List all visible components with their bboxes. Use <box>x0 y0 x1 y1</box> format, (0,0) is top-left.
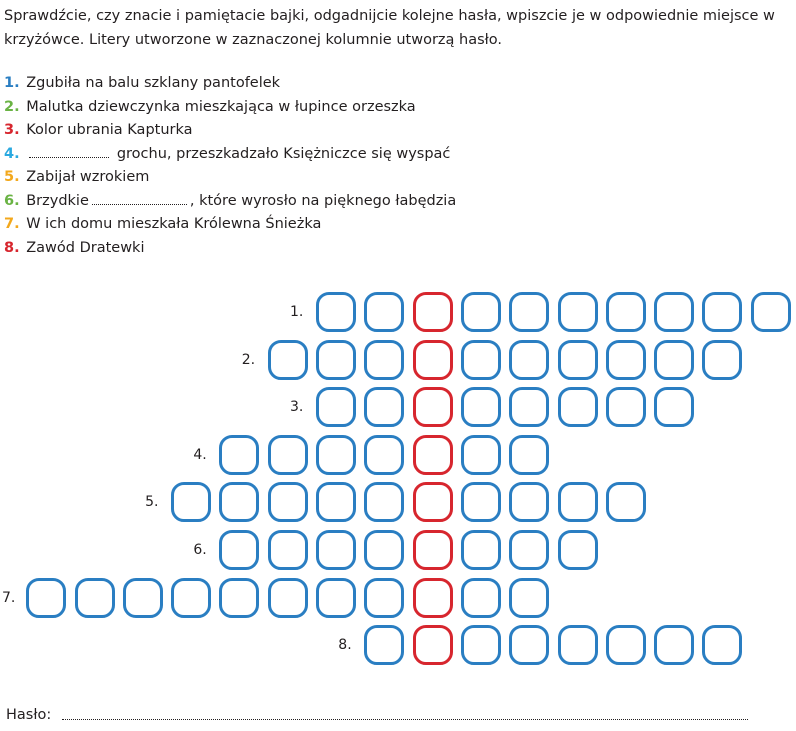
crossword-cell[interactable] <box>509 340 549 380</box>
crossword-cell[interactable] <box>364 482 404 522</box>
crossword-cell[interactable] <box>364 530 404 570</box>
clue-text: Zawód Dratewki <box>26 239 145 256</box>
crossword-cell[interactable] <box>558 292 598 332</box>
crossword-cell[interactable] <box>316 292 356 332</box>
clue-1 <box>4 72 456 96</box>
clue-blank <box>29 145 109 158</box>
crossword-cell[interactable] <box>606 482 646 522</box>
clue-number: 7. <box>4 216 20 232</box>
crossword-row-number: 2. <box>241 351 256 368</box>
crossword-cell[interactable] <box>606 625 646 665</box>
crossword-cell[interactable] <box>316 482 356 522</box>
crossword-cell[interactable] <box>364 625 404 665</box>
clue-text: Kolor ubrania Kapturka <box>26 122 193 138</box>
crossword-cell[interactable] <box>509 625 549 665</box>
crossword-cell[interactable] <box>75 578 115 618</box>
crossword-cell[interactable] <box>558 387 598 427</box>
clue-list <box>4 72 456 260</box>
crossword-cell[interactable] <box>268 340 308 380</box>
crossword-cell[interactable] <box>316 530 356 570</box>
crossword-cell[interactable] <box>219 578 259 618</box>
crossword-cell[interactable] <box>654 387 694 427</box>
crossword-cell[interactable] <box>364 340 404 380</box>
clue-5 <box>4 166 456 190</box>
crossword-cell[interactable] <box>316 578 356 618</box>
crossword-cell[interactable] <box>558 482 598 522</box>
clue-text: W ich domu mieszkała Królewna Śnieżka <box>26 216 322 232</box>
crossword-row-number: 7. <box>2 589 16 606</box>
crossword-cell[interactable] <box>509 578 549 618</box>
clue-blank <box>92 192 187 205</box>
crossword-cell[interactable] <box>316 340 356 380</box>
crossword-row-number: 3. <box>290 399 304 416</box>
clue-text: grochu, przeszkadzało Księżniczce się wyspać <box>116 145 451 162</box>
crossword-row-number: 6. <box>193 542 207 558</box>
crossword-cell[interactable] <box>123 578 163 618</box>
crossword-cell[interactable] <box>364 387 404 427</box>
instructions: Sprawdźcie, czy znacie i pamiętacie bajki, odgadnijcie kolejne hasła, wpiszcie je w odpowiednie miejsce w krzyżówce. Litery utworzone w zaznaczonej kolumnie utworzą hasło. <box>4 8 775 48</box>
crossword-cell[interactable] <box>558 625 598 665</box>
crossword-cell[interactable] <box>509 292 549 332</box>
crossword-cell[interactable] <box>364 578 404 618</box>
password-cell[interactable] <box>413 292 453 332</box>
crossword-cell[interactable] <box>219 530 259 570</box>
crossword-cell[interactable] <box>702 625 742 665</box>
clue-text: Brzydkie <box>26 192 89 209</box>
crossword-cell[interactable] <box>268 482 308 522</box>
password-cell[interactable] <box>413 435 453 475</box>
clue-number: 3. <box>4 122 20 138</box>
crossword-cell[interactable] <box>268 530 308 570</box>
crossword-cell[interactable] <box>751 292 791 332</box>
crossword-cell[interactable] <box>364 435 404 475</box>
password-cell[interactable] <box>413 530 453 570</box>
crossword-cell[interactable] <box>509 482 549 522</box>
crossword-cell[interactable] <box>461 482 501 522</box>
crossword-cell[interactable] <box>171 578 211 618</box>
crossword-cell[interactable] <box>26 578 66 618</box>
crossword-cell[interactable] <box>461 292 501 332</box>
crossword-cell[interactable] <box>461 435 501 475</box>
password-cell[interactable] <box>413 340 453 380</box>
crossword-row-number: 5. <box>145 494 159 511</box>
crossword-cell[interactable] <box>364 292 404 332</box>
clue-number: 4. <box>4 145 20 162</box>
clue-6 <box>4 190 456 214</box>
crossword-cell[interactable] <box>461 530 501 570</box>
crossword-cell[interactable] <box>268 435 308 475</box>
crossword-cell[interactable] <box>702 340 742 380</box>
clue-8 <box>4 237 456 261</box>
crossword-cell[interactable] <box>509 530 549 570</box>
crossword-cell[interactable] <box>654 340 694 380</box>
crossword-cell[interactable] <box>316 387 356 427</box>
clue-number: 8. <box>4 239 20 256</box>
crossword-cell[interactable] <box>654 625 694 665</box>
clue-text: Zabijał wzrokiem <box>26 169 150 185</box>
crossword-cell[interactable] <box>219 435 259 475</box>
password-cell[interactable] <box>413 482 453 522</box>
clue-2 <box>4 96 456 120</box>
clue-text: Malutka dziewczynka mieszkająca w łupince orzeszka <box>26 98 416 115</box>
password-cell[interactable] <box>413 578 453 618</box>
crossword-row-number: 1. <box>290 304 304 320</box>
crossword-cell[interactable] <box>558 530 598 570</box>
crossword-cell[interactable] <box>606 292 646 332</box>
crossword-cell[interactable] <box>461 340 501 380</box>
clue-4 <box>4 143 456 167</box>
crossword-cell[interactable] <box>606 387 646 427</box>
clue-3 <box>4 119 456 143</box>
clue-number: 1. <box>4 75 20 91</box>
crossword-cell[interactable] <box>509 387 549 427</box>
clue-7 <box>4 213 456 237</box>
crossword-cell[interactable] <box>606 340 646 380</box>
clue-text: Zgubiła na balu szklany pantofelek <box>26 75 281 91</box>
crossword-cell[interactable] <box>316 435 356 475</box>
crossword-cell[interactable] <box>219 482 259 522</box>
crossword-row-number: 8. <box>338 637 352 654</box>
clue-text-after: , które wyrosło na pięknego łabędzia <box>189 192 457 209</box>
clue-number: 6. <box>4 192 20 209</box>
password-cell[interactable] <box>413 625 453 665</box>
clue-number: 2. <box>4 98 20 115</box>
crossword-cell[interactable] <box>509 435 549 475</box>
password-answer-line[interactable] <box>62 719 748 720</box>
password-cell[interactable] <box>413 387 453 427</box>
password-label: Hasło: <box>6 707 52 723</box>
crossword-cell[interactable] <box>558 340 598 380</box>
crossword-cell[interactable] <box>461 387 501 427</box>
crossword-cell[interactable] <box>654 292 694 332</box>
crossword-cell[interactable] <box>461 578 501 618</box>
crossword-cell[interactable] <box>461 625 501 665</box>
crossword-cell[interactable] <box>702 292 742 332</box>
crossword-row-number: 4. <box>193 446 207 463</box>
crossword-cell[interactable] <box>268 578 308 618</box>
clue-number: 5. <box>4 169 20 185</box>
crossword-cell[interactable] <box>171 482 211 522</box>
